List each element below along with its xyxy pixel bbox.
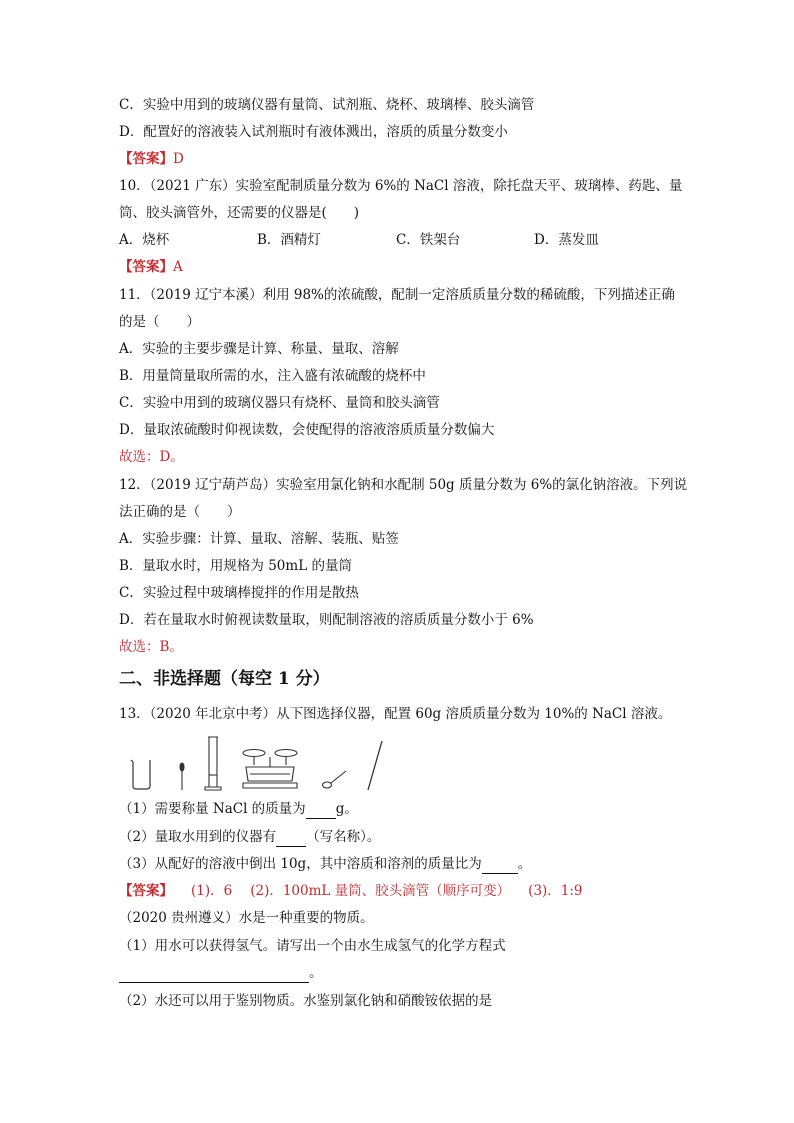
dropper-icon [180, 763, 184, 790]
q10-option-a: A．烧杯 [119, 232, 170, 248]
answer-blank [482, 855, 518, 874]
q11-option-c: C．实验中用到的玻璃仪器只有烧杯、量筒和胶头滴管 [119, 395, 440, 411]
q11-answer: 故选：D。 [119, 449, 184, 465]
sub1-text: （1）需要称量 NaCl 的质量为 [119, 801, 306, 817]
q10-option-b: B．酒精灯 [257, 232, 321, 248]
q11-stem-line1: 11．（2019 辽宁本溪）利用 98%的浓硫酸，配制一定溶质质量分数的稀硫酸，下列描述正确 [119, 287, 675, 303]
sub1-unit: g。 [335, 801, 358, 817]
q12-option-a: A．实验步骤：计算、量取、溶解、装瓶、贴签 [119, 531, 399, 547]
answer-value: A [173, 259, 183, 275]
q14-sub2: （2）水还可以用于鉴别物质。水鉴别氯化钠和硝酸铵依据的是 [119, 993, 493, 1009]
answer-blank [306, 800, 336, 819]
q10-answer [119, 258, 183, 276]
answer-label: 【答案】 [119, 883, 173, 899]
q13-answer [119, 882, 583, 900]
q11-option-d: D．量取浓硫酸时仰视读数，会使配得的溶液溶质质量分数偏大 [119, 422, 495, 438]
q12-option-c: C．实验过程中玻璃棒搅拌的作用是散热 [119, 585, 359, 601]
sub2-hint: （写名称）。 [306, 829, 381, 845]
answer-part-3: (3)．1:9 [528, 883, 583, 899]
q13-sub1 [119, 800, 358, 819]
q12-option-d: D．若在量取水时俯视读数量取，则配制溶液的溶质质量分数小于 6% [119, 612, 534, 628]
answer-blank [119, 964, 309, 983]
q12-answer: 故选：B。 [119, 639, 183, 655]
q13-apparatus-figure [128, 735, 388, 793]
answer-value: D [173, 151, 184, 167]
q11-option-a: A．实验的主要步骤是计算、称量、量取、溶解 [119, 341, 399, 357]
q10-option-d: D．蒸发皿 [534, 232, 599, 248]
q13-sub2 [119, 828, 380, 847]
answer-label: 【答案】 [119, 151, 173, 167]
answer-blank [276, 828, 306, 847]
answer-label: 【答案】 [119, 259, 173, 275]
q11-stem-line2: 的是（ ） [119, 314, 200, 330]
q12-option-b: B．量取水时，用规格为 50mL 的量筒 [119, 558, 352, 574]
q14-stem: （2020 贵州遵义）水是一种重要的物质。 [119, 910, 374, 926]
section-title: 二、非选择题（每空 1 分） [119, 669, 330, 689]
graduated-cylinder-icon [205, 737, 221, 790]
spatula-icon [323, 771, 347, 788]
q10-stem-line2: 筒、胶头滴管外，还需要的仪器是( ) [119, 205, 360, 221]
q9-option-d: D．配置好的溶液装入试剂瓶时有液体溅出，溶质的质量分数变小 [119, 124, 508, 140]
q9-option-c: C．实验中用到的玻璃仪器有量筒、试剂瓶、烧杯、玻璃棒、胶头滴管 [119, 97, 535, 113]
q9-answer [119, 150, 184, 168]
q12-stem-line1: 12．（2019 辽宁葫芦岛）实验室用氯化钠和水配制 50g 质量分数为 6%的氯化钠溶液。下列说 [119, 477, 688, 493]
glass-rod-icon [368, 741, 382, 790]
sub2-text: （2）量取水用到的仪器有 [119, 829, 277, 845]
answer-part-2: (2)．100mL 量筒、胶头滴管（顺序可变） [250, 883, 511, 899]
q14-sub1: （1）用水可以获得氢气。请写出一个由水生成氢气的化学方程式 [119, 938, 506, 954]
balance-scale-icon [243, 750, 297, 789]
beaker-icon [131, 760, 150, 789]
q13-sub3 [119, 855, 531, 874]
q10-stem-line1: 10．（2021 广东）实验室配制质量分数为 6%的 NaCl 溶液，除托盘天平、玻璃棒、药匙、量 [119, 178, 683, 194]
sub3-text: （3）从配好的溶液中倒出 10g，其中溶质和溶剂的质量比为 [119, 856, 482, 872]
sub3-end: 。 [517, 856, 532, 872]
q12-stem-line2: 法正确的是（ ） [119, 504, 241, 520]
q14-sub1-blank-line [119, 964, 323, 983]
q10-option-c: C．铁架台 [396, 232, 461, 248]
answer-part-1: (1)．6 [191, 883, 233, 899]
q13-stem: 13．（2020 年北京中考）从下图选择仪器，配置 60g 溶质质量分数为 10%的 NaCl 溶液。 [119, 706, 672, 722]
sub1-end: 。 [309, 965, 323, 981]
q11-option-b: B．用量筒量取所需的水，注入盛有浓硫酸的烧杯中 [119, 368, 426, 384]
